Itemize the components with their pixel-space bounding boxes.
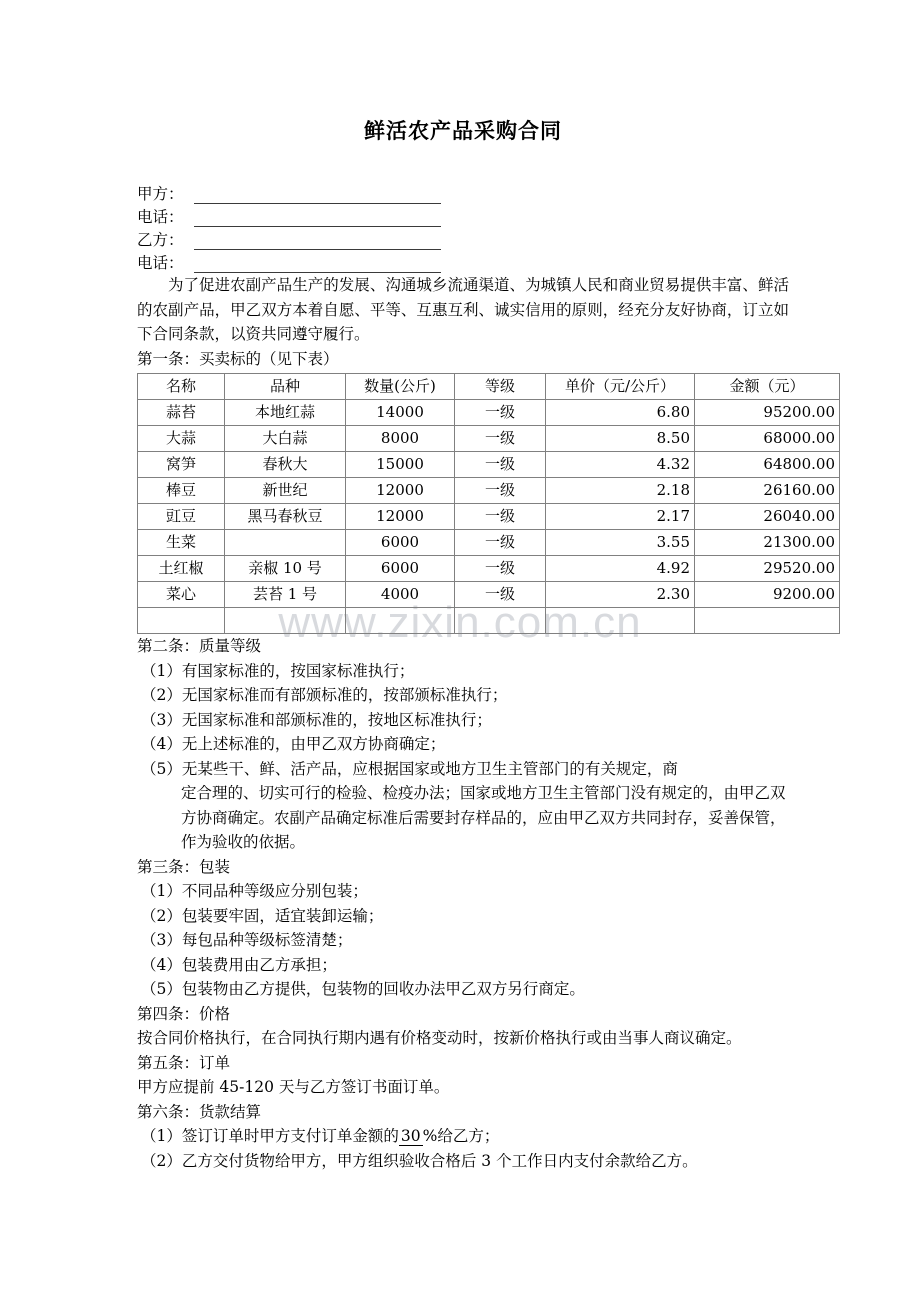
article-two-item-5 [137, 757, 789, 855]
party-row-yifang-phone [137, 250, 789, 273]
cell-name: 菜心 [138, 582, 225, 608]
cell-grade: 一级 [455, 504, 546, 530]
cell-qty: 15000 [346, 452, 455, 478]
article-six-heading: 第六条：货款结算 [137, 1102, 262, 1121]
column-header-name: 名称 [138, 374, 225, 400]
cell-grade: 一级 [455, 582, 546, 608]
table-header-row [138, 374, 840, 400]
article-three-item-1: （1）不同品种等级应分别包装； [141, 882, 368, 900]
cell-price: 3.55 [546, 530, 695, 556]
cell-grade [455, 608, 546, 634]
cell-name: 棒豆 [138, 478, 225, 504]
cell-price: 2.17 [546, 504, 695, 530]
cell-name: 生菜 [138, 530, 225, 556]
article-two-item-2: （2）无国家标准而有部颁标准的，按部颁标准执行； [141, 686, 508, 704]
cell-grade: 一级 [455, 452, 546, 478]
cell-qty: 6000 [346, 530, 455, 556]
cell-qty: 8000 [346, 426, 455, 452]
column-header-amount: 金额（元） [695, 374, 840, 400]
cell-price: 2.18 [546, 478, 695, 504]
party-row-jiafang [137, 181, 789, 204]
cell-amount [695, 608, 840, 634]
cell-qty: 12000 [346, 504, 455, 530]
advance-payment-percent[interactable]: 30 [400, 1127, 421, 1145]
goods-table [137, 373, 840, 634]
cell-price: 8.50 [546, 426, 695, 452]
party-input-jiafang[interactable] [194, 186, 441, 204]
article-six-item-2: （2）乙方交付货物给甲方，甲方组织验收合格后 3 个工作日内支付余款给乙方。 [141, 1151, 698, 1170]
cell-kind: 芸苔 1 号 [225, 582, 346, 608]
cell-amount: 29520.00 [695, 556, 840, 582]
cell-kind: 春秋大 [225, 452, 346, 478]
article-two-item-4: （4）无上述标准的，由甲乙双方协商确定； [141, 735, 446, 753]
party-input-yifang-phone[interactable] [194, 255, 441, 273]
table-row [138, 504, 840, 530]
cell-kind: 黑马春秋豆 [225, 504, 346, 530]
party-input-jiafang-phone[interactable] [194, 209, 441, 227]
article-two-item-5-first: （5）无某些干、鲜、活产品，应根据国家或地方卫生主管部门的有关规定，商 [141, 759, 678, 778]
article-five-heading: 第五条：订单 [137, 1053, 231, 1072]
article-two-item-5-cont: 定合理的、切实可行的检验、检疫办法；国家或地方卫生主管部门没有规定的，由甲乙双方协商确定。农副产品确定标准后需要封存样品的，应由甲乙双方共同封存，妥善保管，作为验收的依据。 [181, 784, 786, 851]
table-row [138, 400, 840, 426]
article-three-item-3: （3）每包品种等级标签清楚； [141, 931, 353, 949]
article-three-item-2: （2）包装要牢固，适宜装卸运输； [141, 906, 384, 925]
cell-name [138, 608, 225, 634]
party-label-yifang: 乙方： [137, 231, 184, 249]
cell-grade: 一级 [455, 478, 546, 504]
column-header-kind: 品种 [225, 374, 346, 400]
cell-kind: 新世纪 [225, 478, 346, 504]
table-row [138, 452, 840, 478]
article-six-item-1-prefix: （1）签订订单时甲方支付订单金额的 [141, 1127, 399, 1145]
cell-name: 豇豆 [138, 504, 225, 530]
preamble-paragraph: 为了促进农副产品生产的发展、沟通城乡流通渠道、为城镇人民和商业贸易提供丰富、鲜活的农副产品，甲乙双方本着自愿、平等、互惠互利、诚实信用的原则，经充分友好协商，订立如下合同条款，以资共同遵守履行。 [137, 276, 789, 343]
cell-price: 4.32 [546, 452, 695, 478]
cell-qty: 6000 [346, 556, 455, 582]
article-five-text: 甲方应提前 45-120 天与乙方签订书面订单。 [137, 1078, 450, 1096]
cell-amount: 95200.00 [695, 400, 840, 426]
page-title: 鲜活农产品采购合同 [364, 118, 562, 143]
cell-grade: 一级 [455, 426, 546, 452]
article-four-text: 按合同价格执行，在合同执行期内遇有价格变动时，按新价格执行或由当事人商议确定。 [137, 1029, 742, 1047]
table-row [138, 530, 840, 556]
cell-amount: 26160.00 [695, 478, 840, 504]
article-one-heading: 第一条：买卖标的（见下表） [137, 349, 339, 368]
article-three-item-5: （5）包装物由乙方提供，包装物的回收办法甲乙双方另行商定。 [141, 980, 585, 998]
cell-amount: 68000.00 [695, 426, 840, 452]
cell-amount: 26040.00 [695, 504, 840, 530]
party-input-yifang[interactable] [194, 232, 441, 250]
cell-kind [225, 608, 346, 634]
cell-kind: 大白蒜 [225, 426, 346, 452]
cell-name: 窝笋 [138, 452, 225, 478]
cell-kind: 亲椒 10 号 [225, 556, 346, 582]
cell-grade: 一级 [455, 530, 546, 556]
article-two-item-3: （3）无国家标准和部颁标准的，按地区标准执行； [141, 710, 492, 729]
cell-grade: 一级 [455, 556, 546, 582]
cell-price: 6.80 [546, 400, 695, 426]
article-four-heading: 第四条：价格 [137, 1004, 231, 1023]
cell-kind: 本地红蒜 [225, 400, 346, 426]
cell-amount: 21300.00 [695, 530, 840, 556]
table-row [138, 426, 840, 452]
site-watermark: www.zixin.com.cn [278, 598, 642, 647]
party-fields [137, 181, 789, 273]
cell-amount: 9200.00 [695, 582, 840, 608]
article-three-item-4: （4）包装费用由乙方承担； [141, 955, 337, 974]
table-row [138, 556, 840, 582]
table-row [138, 478, 840, 504]
cell-qty: 4000 [346, 582, 455, 608]
document-content [137, 0, 835, 1173]
article-six-item-1 [137, 1124, 789, 1149]
cell-price: 4.92 [546, 556, 695, 582]
cell-qty: 14000 [346, 400, 455, 426]
party-row-jiafang-phone [137, 204, 789, 227]
cell-name: 蒜苔 [138, 400, 225, 426]
cell-amount: 64800.00 [695, 452, 840, 478]
column-header-grade: 等级 [455, 374, 546, 400]
cell-name: 大蒜 [138, 426, 225, 452]
cell-price [546, 608, 695, 634]
cell-qty [346, 608, 455, 634]
cell-name: 土红椒 [138, 556, 225, 582]
article-three-heading: 第三条：包装 [137, 857, 231, 876]
column-header-qty: 数量(公斤) [346, 374, 455, 400]
cell-grade: 一级 [455, 400, 546, 426]
party-row-yifang [137, 227, 789, 250]
article-two-item-1: （1）有国家标准的，按国家标准执行； [141, 661, 415, 680]
article-six-item-1-suffix: %给乙方； [422, 1127, 500, 1145]
party-label-jiafang-phone: 电话： [137, 208, 184, 226]
article-two-heading: 第二条：质量等级 [137, 637, 262, 655]
cell-kind [225, 530, 346, 556]
cell-price: 2.30 [546, 582, 695, 608]
column-header-price: 单价（元/公斤） [546, 374, 695, 400]
party-label-jiafang: 甲方： [137, 185, 184, 203]
party-label-yifang-phone: 电话： [137, 254, 184, 272]
cell-qty: 12000 [346, 478, 455, 504]
table-row-empty [138, 608, 840, 634]
table-row [138, 582, 840, 608]
